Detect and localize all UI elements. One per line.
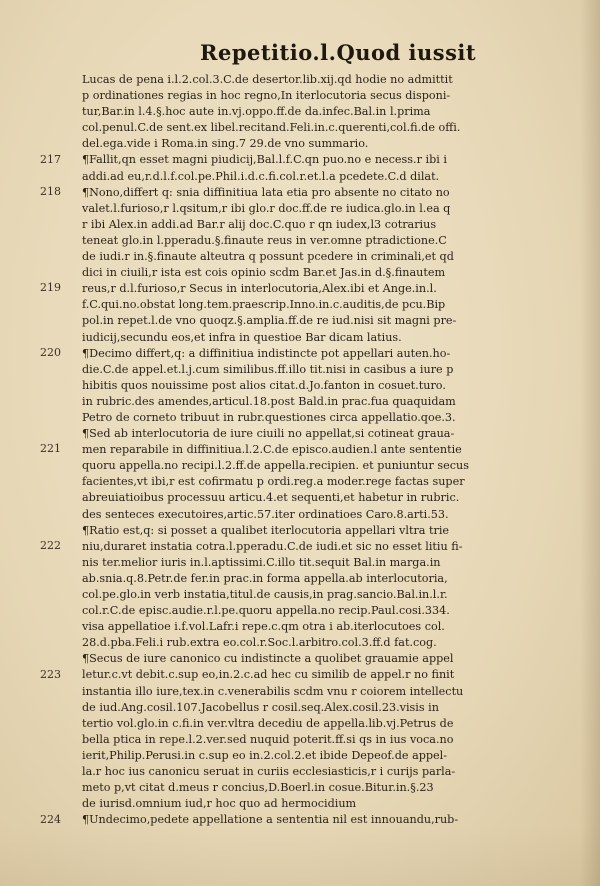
margin-number: 224: [40, 812, 61, 826]
text-line: ¶Decimo differt,q: a diffinitiua indistincte pot appellari auten.ho-: [82, 346, 451, 360]
page-edge-shadow: [580, 0, 600, 886]
text-line: nis ter.melior iuris in.l.aptissimi.C.illo tit.sequit Bal.in marga.in: [82, 555, 441, 569]
text-line: ierit,Philip.Perusi.in c.sup eo in.2.col.2.et ibide Depeof.de appel-: [82, 748, 448, 762]
text-line: Petro de corneto tribuut in rubr.questiones circa appellatio.qoe.3.: [82, 410, 456, 424]
text-line: valet.l.furioso,r l.qsitum,r ibi glo.r doc.ff.de re iudica.glo.in l.ea q: [82, 201, 451, 215]
body-text: [82, 72, 550, 828]
text-line: ab.snia.q.8.Petr.de fer.in prac.in forma appella.ab interlocutoria,: [82, 571, 448, 585]
margin-number: 221: [40, 442, 61, 456]
margin-number: 219: [40, 281, 61, 295]
text-line: quoru appella.no recipi.l.2.ff.de appella.recipien. et puniuntur secus: [82, 459, 469, 473]
text-line: ¶Sed ab interlocutoria de iure ciuili no appellat,si cotineat graua-: [82, 427, 455, 441]
text-line: p ordinationes regias in hoc regno,In iterlocutoria secus disponi-: [82, 89, 451, 103]
text-line: des senteces executoires,artic.57.iter ordinatioes Caro.8.arti.53.: [82, 507, 449, 521]
text-line: dici in ciuili,r ista est cois opinio scdm Bar.et Jas.in d.§.finautem: [82, 266, 446, 280]
text-line: instantia illo iure,tex.in c.venerabilis scdm vnu r coiorem intellectu: [82, 684, 464, 698]
text-line: la.r hoc ius canonicu seruat in curiis ecclesiasticis,r i curijs parla-: [82, 765, 456, 779]
text-line: ¶Ratio est,q: si posset a qualibet iterlocutoria appellari vltra trie: [82, 523, 450, 537]
page-bottom-shade: [0, 826, 600, 886]
margin-number: 218: [40, 184, 61, 198]
text-line: die.C.de appel.et.l.j.cum similibus.ff.illo tit.nisi in casibus a iure p: [82, 362, 454, 376]
text-line: col.penul.C.de sent.ex libel.recitand.Feli.in.c.querenti,col.fi.de offi.: [82, 121, 461, 135]
text-line: 28.d.pba.Feli.i rub.extra eo.col.r.Soc.l.arbitro.col.3.ff.d fat.cog.: [82, 636, 437, 650]
text-line: tur,Bar.in l.4.§.hoc aute in.vj.oppo.ff.de da.infec.Bal.in l.prima: [82, 105, 431, 119]
text-line: ¶Undecimo,pedete appellatione a sententia nil est innouandu,rub-: [82, 813, 459, 827]
text-line: ¶Secus de iure canonico cu indistincte a quolibet grauamie appel: [82, 652, 454, 666]
text-line: de iurisd.omnium iud,r hoc quo ad hermocidium: [82, 797, 357, 811]
text-line: del.ega.vide i Roma.in sing.7 29.de vno summario.: [82, 137, 369, 151]
text-line: col.r.C.de episc.audie.r.l.pe.quoru appella.no recip.Paul.cosi.334.: [82, 604, 450, 618]
running-header: Repetitio.l.Quod iussit: [200, 40, 477, 65]
text-line: in rubric.des amendes,articul.18.post Bald.in prac.fua quaquidam: [82, 394, 456, 408]
text-line: bella ptica in repe.l.2.ver.sed nuquid poterit.ff.si qs in ius voca.no: [82, 732, 454, 746]
text-line: niu,duraret instatia cotra.l.pperadu.C.de iudi.et sic no esset litiu fi-: [82, 539, 463, 553]
text-line: visa appellatioe i.f.vol.Lafr.i repe.c.qm otra i ab.iterlocutoes col.: [82, 620, 445, 634]
text-line: abreuiatioibus processuu articu.4.et sequenti,et habetur in rubric.: [82, 491, 460, 505]
text-line: men reparabile in diffinitiua.l.2.C.de episco.audien.l ante sententie: [82, 443, 462, 457]
text-line: Lucas de pena i.l.2.col.3.C.de desertor.lib.xij.qd hodie no admittit: [82, 73, 453, 86]
text-line: de iud.Ang.cosil.107.Jacobellus r cosil.seq.Alex.cosil.23.visis in: [82, 700, 439, 714]
text-line: pol.in repet.l.de vno quoqz.§.amplia.ff.de re iud.nisi sit magni pre-: [82, 314, 457, 328]
margin-number: 223: [40, 667, 61, 681]
text-line: col.pe.glo.in verb instatia,titul.de causis,in prag.sancio.Bal.in.l.r.: [82, 588, 448, 601]
text-line: hibitis quos nouissime post alios citat.d.Jo.fanton in cosuet.turo.: [82, 378, 446, 392]
text-line: r ibi Alex.in addi.ad Bar.r alij doc.C.quo r qn iudex,l3 cotrarius: [82, 217, 437, 231]
text-line: iudicij,secundu eos,et infra in questioe Bar dicam latius.: [82, 330, 402, 344]
text-line: tertio vol.glo.in c.fi.in ver.vltra decediu de appella.lib.vj.Petrus de: [82, 716, 454, 730]
margin-number: 222: [40, 538, 61, 552]
text-line: reus,r d.l.furioso,r Secus in interlocutoria,Alex.ibi et Ange.in.l.: [82, 282, 437, 296]
text-line: ¶Fallit,qn esset magni piudicij,Bal.l.f.C.qn puo.no e necess.r ibi i: [82, 153, 447, 167]
text-line: meto p,vt citat d.meus r concius,D.Boerl.in cosue.Bitur.in.§.23: [82, 781, 434, 795]
text-line: letur.c.vt debit.c.sup eo,in.2.c.ad hec cu similib de appel.r no finit: [82, 668, 455, 682]
text-line: f.C.qui.no.obstat long.tem.praescrip.Inno.in.c.auditis,de pcu.Bip: [82, 298, 446, 312]
text-line: facientes,vt ibi,r est cofirmatu p ordi.reg.a moder.rege factas super: [82, 475, 465, 489]
text-line: ¶Nono,differt q: snia diffinitiua lata etia pro absente no citato no: [82, 185, 450, 199]
margin-number: 217: [40, 152, 61, 166]
text-line: addi.ad eu,r.d.l.f.col.pe.Phil.i.d.c.fi.col.r.et.l.a pcedete.C.d dilat.: [82, 169, 440, 183]
text-line: de iudi.r in.§.finaute alteutra q possunt pcedere in criminali,et qd: [82, 250, 454, 264]
text-line: teneat glo.in l.pperadu.§.finaute reus in ver.omne ptradictione.C: [82, 233, 447, 247]
margin-number: 220: [40, 345, 61, 359]
